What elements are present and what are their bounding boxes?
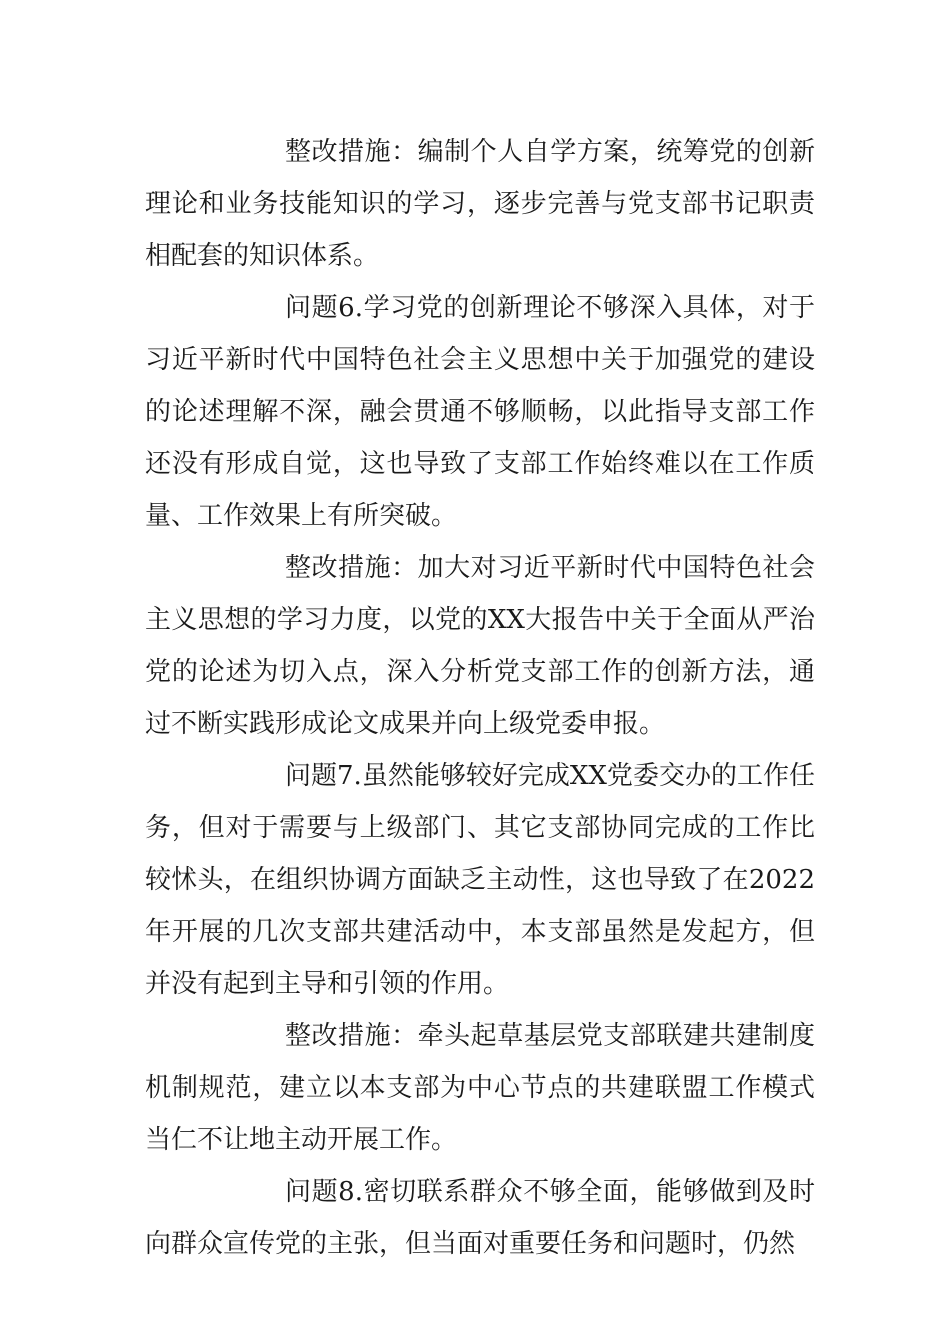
paragraph-problem-7: 问题7.虽然能够较好完成XX党委交办的工作任务，但对于需要与上级部门、其它支部协同完成的工作比较怵头，在组织协调方面缺乏主动性，这也导致了在2022年开展的几次支部共建活动中，本支部虽然是发起方，但并没有起到主导和引领的作用。 bbox=[145, 761, 815, 999]
paragraph-rectification-measures-5: 整改措施：编制个人自学方案，统筹党的创新理论和业务技能知识的学习，逐步完善与党支部书记职责相配套的知识体系。 bbox=[145, 137, 815, 271]
document-body bbox=[145, 126, 815, 1270]
paragraph-problem-6: 问题6.学习党的创新理论不够深入具体，对于习近平新时代中国特色社会主义思想中关于加强党的建设的论述理解不深，融会贯通不够顺畅，以此指导支部工作还没有形成自觉，这也导致了支部工作始终难以在工作质量、工作效果上有所突破。 bbox=[145, 293, 815, 531]
paragraph-problem-8: 问题8.密切联系群众不够全面，能够做到及时向群众宣传党的主张，但当面对重要任务和问题时，仍然 bbox=[145, 1177, 815, 1259]
paragraph-rectification-measures-6: 整改措施：加大对习近平新时代中国特色社会主义思想的学习力度，以党的XX大报告中关于全面从严治党的论述为切入点，深入分析党支部工作的创新方法，通过不断实践形成论文成果并向上级党委申报。 bbox=[145, 553, 815, 739]
paragraph-rectification-measures-7: 整改措施：牵头起草基层党支部联建共建制度机制规范，建立以本支部为中心节点的共建联盟工作模式当仁不让地主动开展工作。 bbox=[145, 1021, 815, 1155]
